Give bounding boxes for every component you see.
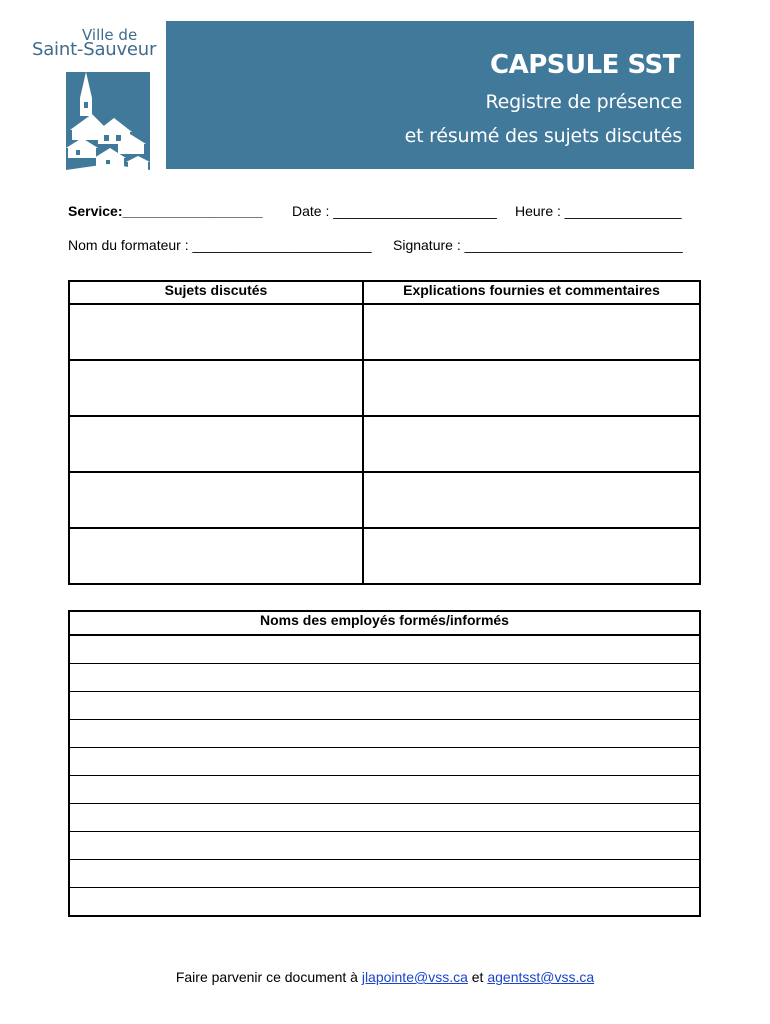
employee-name-cell[interactable]: [69, 804, 700, 832]
footer: [0, 969, 770, 985]
date-field[interactable]: Date : _____________________: [292, 203, 497, 219]
employee-name-cell[interactable]: [69, 748, 700, 776]
signature-field[interactable]: Signature : ____________________________: [393, 237, 683, 253]
employee-name-cell[interactable]: [69, 776, 700, 804]
subtitle-line2: et résumé des sujets discutés: [404, 125, 682, 147]
subject-cell[interactable]: [69, 304, 363, 360]
village-icon: [66, 72, 150, 172]
table-row: [69, 416, 700, 472]
header-banner: [166, 21, 694, 169]
employee-name-cell[interactable]: [69, 664, 700, 692]
comment-cell[interactable]: [363, 416, 700, 472]
employee-name-cell[interactable]: [69, 832, 700, 860]
logo-line2: Saint-Sauveur: [32, 39, 157, 60]
logo-line1: Ville de: [82, 26, 138, 44]
service-field[interactable]: Service:__________________: [68, 203, 263, 219]
employee-name-cell[interactable]: [69, 860, 700, 888]
table-row: [69, 776, 700, 804]
email-link-jlapointe[interactable]: jlapointe@vss.ca: [361, 969, 468, 985]
table-row: [69, 664, 700, 692]
table-row: [69, 720, 700, 748]
comment-cell[interactable]: [363, 304, 700, 360]
table-row: [69, 472, 700, 528]
employees-table: [68, 610, 701, 917]
email-link-agentsst[interactable]: agentsst@vss.ca: [487, 969, 595, 985]
logo: [30, 24, 160, 174]
employee-name-cell[interactable]: [69, 635, 700, 664]
employees-header-row: [69, 611, 700, 635]
comment-cell[interactable]: [363, 360, 700, 416]
subjects-table: [68, 280, 701, 585]
subtitle-line1: Registre de présence: [485, 91, 682, 113]
footer-text: Faire parvenir ce document à: [175, 969, 362, 985]
employee-name-cell[interactable]: [69, 720, 700, 748]
table-row: [69, 360, 700, 416]
table-row: [69, 860, 700, 888]
table-row: [69, 888, 700, 917]
subject-cell[interactable]: [69, 528, 363, 584]
comment-cell[interactable]: [363, 528, 700, 584]
table-row: [69, 748, 700, 776]
table-row: [69, 692, 700, 720]
comments-col-header: Explications fournies et commentaires: [363, 281, 700, 304]
heure-field[interactable]: Heure : _______________: [515, 203, 682, 219]
table-row: [69, 304, 700, 360]
employees-header: Noms des employés formés/informés: [69, 611, 700, 635]
formateur-field[interactable]: Nom du formateur : _______________________: [68, 237, 372, 253]
page-title: CAPSULE SST: [490, 50, 680, 80]
subjects-col-header: Sujets discutés: [69, 281, 363, 304]
subject-cell[interactable]: [69, 360, 363, 416]
subject-cell[interactable]: [69, 416, 363, 472]
table-row: [69, 832, 700, 860]
table-row: [69, 528, 700, 584]
comment-cell[interactable]: [363, 472, 700, 528]
table-row: [69, 635, 700, 664]
subjects-header-row: [69, 281, 700, 304]
employee-name-cell[interactable]: [69, 692, 700, 720]
footer-text-between: et: [467, 969, 488, 985]
table-row: [69, 804, 700, 832]
subject-cell[interactable]: [69, 472, 363, 528]
employee-name-cell[interactable]: [69, 888, 700, 917]
